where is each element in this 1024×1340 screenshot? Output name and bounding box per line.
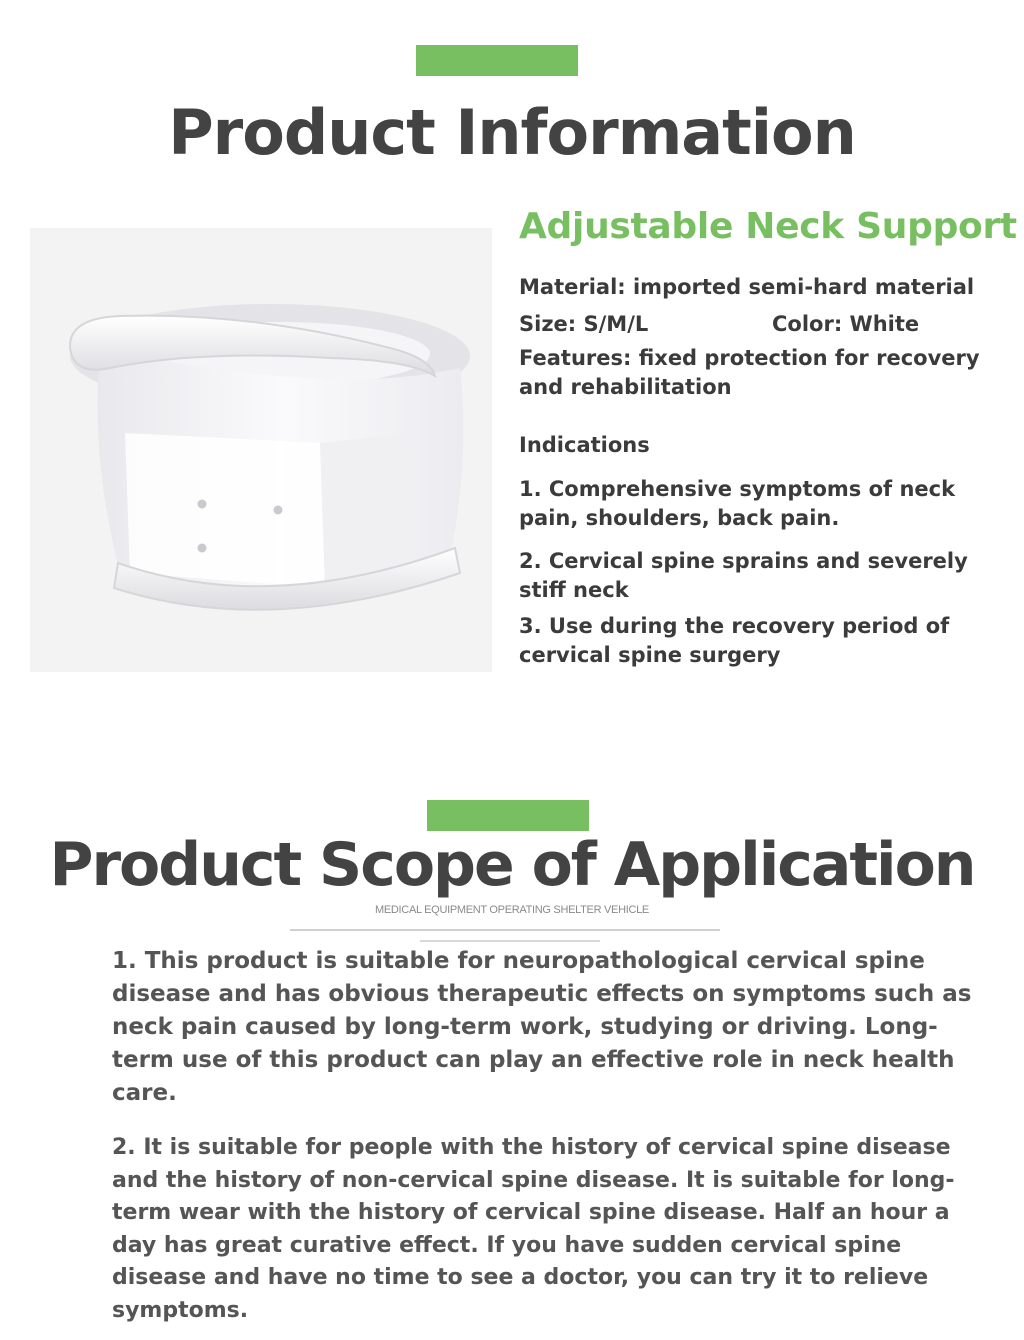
scope-paragraph: 2. It is suitable for people with the history of cervical spine disease and the history of non-cervical spine disease. It is suitable for long-term wear with the history of cervical spine disease. Half an hour a day has great curative effect. If you have sudden cervical spine disease and have no time to see a doctor, you can try it to relieve symptoms. bbox=[112, 1135, 955, 1323]
neck-collar-illustration bbox=[30, 228, 492, 672]
accent-bar-top bbox=[416, 45, 578, 76]
indication-item: 1. Comprehensive symptoms of neck pain, shoulders, back pain. bbox=[519, 477, 956, 530]
product-image-neck-collar bbox=[30, 228, 492, 672]
caption-fine-print bbox=[290, 929, 720, 931]
spec-size: Size: S/M/L bbox=[519, 312, 649, 336]
spec-features: Features: fixed protection for recovery and rehabilitation bbox=[519, 346, 980, 399]
caption-fine-print bbox=[420, 940, 600, 942]
indications-label: Indications bbox=[519, 433, 650, 457]
product-name: Adjustable Neck Support bbox=[519, 206, 1017, 247]
scope-caption: MEDICAL EQUIPMENT OPERATING SHELTER VEHICLE bbox=[375, 904, 649, 916]
accent-bar-bottom bbox=[427, 800, 589, 831]
scope-paragraph: 1. This product is suitable for neuropathological cervical spine disease and has obvious therapeutic effects on symptoms such as neck pain caused by long-term work, studying or driving. Long-term use of this product can play an effective role in neck health care. bbox=[112, 948, 972, 1106]
section-title-product-information: Product Information bbox=[168, 96, 856, 169]
section-title-product-scope: Product Scope of Application bbox=[49, 830, 975, 900]
indication-item: 2. Cervical spine sprains and severely stiff neck bbox=[519, 549, 968, 602]
indication-item: 3. Use during the recovery period of cervical spine surgery bbox=[519, 614, 950, 667]
spec-color: Color: White bbox=[772, 312, 920, 336]
spec-material: Material: imported semi-hard material bbox=[519, 275, 975, 299]
